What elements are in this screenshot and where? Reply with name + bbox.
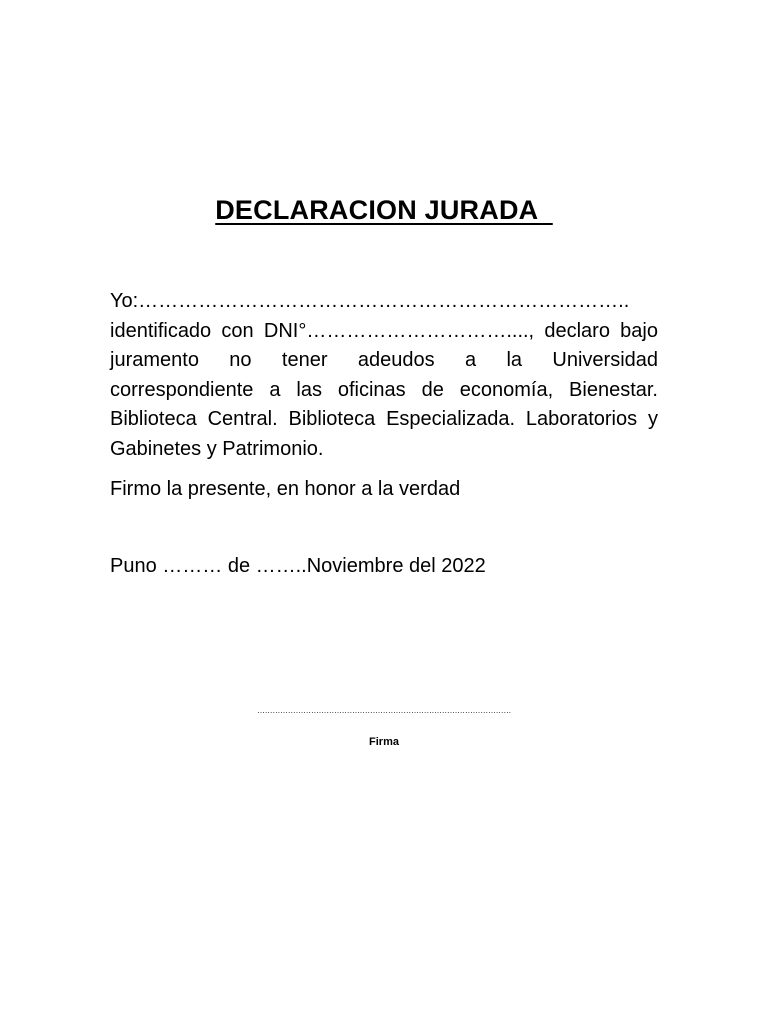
closing-statement: Firmo la presente, en honor a la verdad	[110, 478, 461, 500]
signature-label: Firma	[369, 736, 399, 748]
declaration-paragraph: Yo:……………………………………………………………….. identificado con DNI°…………………………...., declaro bajo juramento no tener adeudos a la Universidad correspondiente a las oficinas de economía, Bienestar. Biblioteca Central. Biblioteca Especializada. Laboratorios y Gabinetes y Patrimonio.	[110, 290, 658, 460]
document-title-text: DECLARACION JURADA	[215, 195, 553, 225]
date-line: Puno ……… de ……..Noviembre del 2022	[110, 555, 486, 577]
document-title	[0, 193, 768, 227]
signature-dotted-line: ………………………………………………………………………………………	[256, 706, 512, 715]
